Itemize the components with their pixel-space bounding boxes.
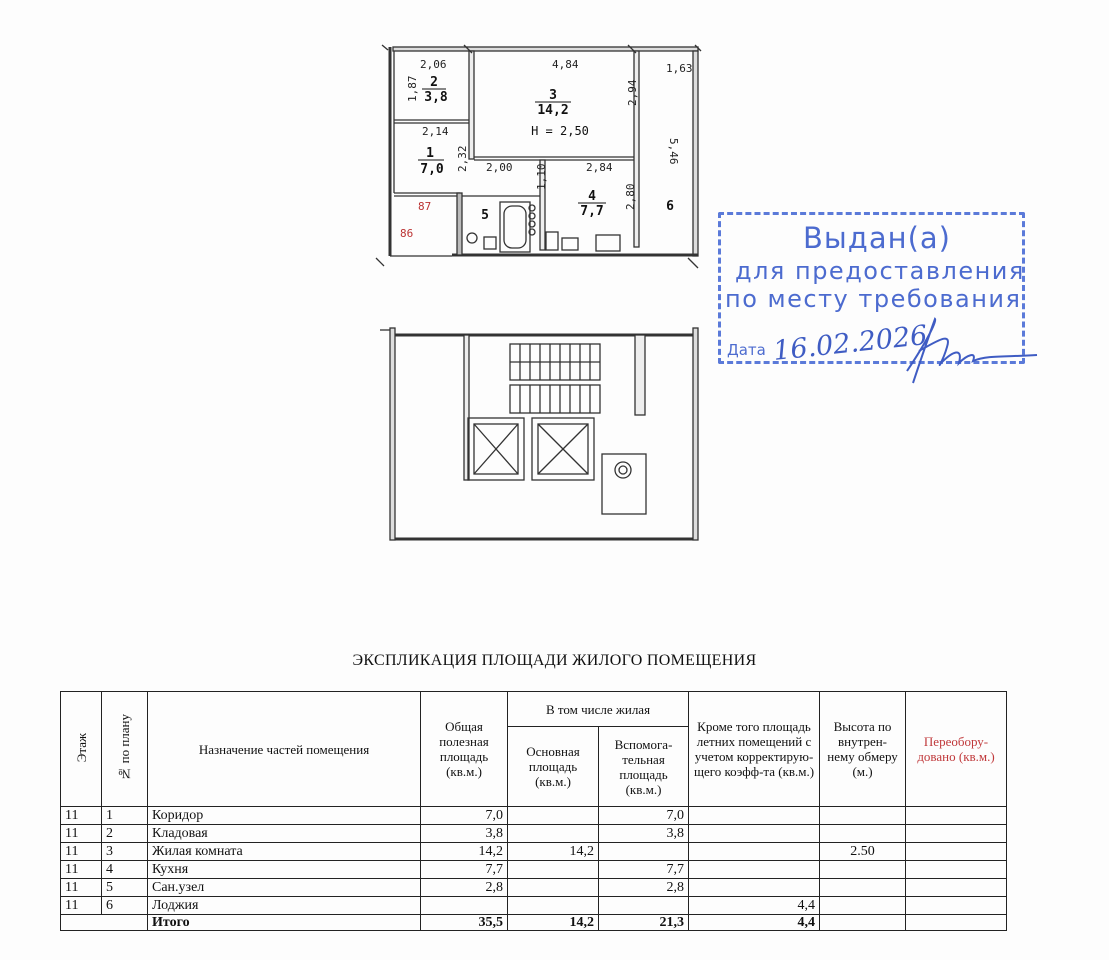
- totals-row: [61, 915, 1007, 931]
- cell-height: [820, 825, 906, 843]
- cell-floor: 11: [61, 879, 102, 897]
- cell-summer: [689, 861, 820, 879]
- cell-plan-no: 4: [102, 861, 148, 879]
- room-1-area: 7,0: [420, 162, 444, 177]
- cell-aux: 2,8: [599, 879, 689, 897]
- cell-main: 14,2: [508, 843, 599, 861]
- cell-plan-no: 5: [102, 879, 148, 897]
- cell-plan-no: 6: [102, 897, 148, 915]
- dim-187: 1,87: [406, 75, 419, 102]
- cell-height: [820, 879, 906, 897]
- cell-summer: [689, 825, 820, 843]
- cell-floor: 11: [61, 861, 102, 879]
- cell-total: 2,8: [421, 879, 508, 897]
- stamp-line-purpose: для предоставления: [735, 257, 1025, 285]
- header-main: Основная площадь (кв.м.): [508, 727, 599, 807]
- stamp-line-place: по месту требования: [725, 285, 1022, 313]
- totals-total: 35,5: [421, 915, 508, 931]
- cell-aux: [599, 843, 689, 861]
- table-row: [61, 897, 1007, 915]
- dim-284: 2,84: [586, 161, 613, 174]
- header-floor: Этаж: [61, 692, 102, 807]
- room-1-number: 1: [426, 146, 434, 161]
- cell-main: [508, 879, 599, 897]
- stamp-date-value: 16.02.2026: [771, 320, 929, 367]
- room-5-number: 5: [481, 208, 489, 223]
- header-height: Высота по внутрен- нему обмеру (м.): [820, 692, 906, 807]
- totals-main: 14,2: [508, 915, 599, 931]
- cell-total: 7,7: [421, 861, 508, 879]
- header-reequipped: Переобору- довано (кв.м.): [906, 692, 1007, 807]
- dim-206: 2,06: [420, 58, 447, 71]
- cell-reequipped: [906, 897, 1007, 915]
- cell-total: 3,8: [421, 825, 508, 843]
- cell-total: 7,0: [421, 807, 508, 825]
- cell-main: [508, 897, 599, 915]
- table-row: [61, 879, 1007, 897]
- cell-reequipped: [906, 843, 1007, 861]
- cell-total: 14,2: [421, 843, 508, 861]
- cell-height: [820, 897, 906, 915]
- totals-aux: 21,3: [599, 915, 689, 931]
- table-row: [61, 807, 1007, 825]
- table-row: [61, 825, 1007, 843]
- header-summer: Кроме того площадь летних помещений с учетом корректирую- щего коэфф-та (кв.м.): [689, 692, 820, 807]
- cell-main: [508, 807, 599, 825]
- stamp-date-label: Дата: [727, 341, 766, 359]
- explication-table: [60, 691, 1007, 931]
- cell-reequipped: [906, 807, 1007, 825]
- dim-110: 1,10: [535, 163, 548, 190]
- issued-stamp: [718, 212, 1025, 367]
- cell-name: Кладовая: [148, 825, 421, 843]
- cell-reequipped: [906, 861, 1007, 879]
- dim-546: 5,46: [667, 138, 680, 165]
- cell-summer: [689, 843, 820, 861]
- header-incl-living: В том числе жилая: [508, 692, 689, 727]
- signature: [897, 311, 1047, 391]
- cell-aux: 7,7: [599, 861, 689, 879]
- header-total: Общая полезная площадь (кв.м.): [421, 692, 508, 807]
- header-plan-no: № по плану: [102, 692, 148, 807]
- cell-main: [508, 861, 599, 879]
- room-2-area: 3,8: [424, 90, 448, 105]
- cell-plan-no: 3: [102, 843, 148, 861]
- dim-294: 2,94: [626, 79, 639, 106]
- cell-plan-no: 2: [102, 825, 148, 843]
- cell-aux: 7,0: [599, 807, 689, 825]
- cell-name: Жилая комната: [148, 843, 421, 861]
- header-purpose: Назначение частей помещения: [148, 692, 421, 807]
- header-aux: Вспомога- тельная площадь (кв.м.): [599, 727, 689, 807]
- totals-label: Итого: [148, 915, 421, 931]
- cell-total: [421, 897, 508, 915]
- cell-reequipped: [906, 879, 1007, 897]
- table-row: [61, 861, 1007, 879]
- dim-163: 1,63: [666, 62, 693, 75]
- cell-name: Лоджия: [148, 897, 421, 915]
- room-3-area: 14,2: [537, 103, 569, 118]
- cell-height: [820, 861, 906, 879]
- table-row: [61, 843, 1007, 861]
- table-title: ЭКСПЛИКАЦИЯ ПЛОЩАДИ ЖИЛОГО ПОМЕЩЕНИЯ: [352, 652, 757, 669]
- dim-232: 2,32: [456, 145, 469, 172]
- cell-floor: 11: [61, 897, 102, 915]
- cell-aux: 3,8: [599, 825, 689, 843]
- room-4-area: 7,7: [580, 204, 604, 219]
- cell-main: [508, 825, 599, 843]
- room-6-number: 6: [666, 199, 674, 214]
- dim-87: 87: [418, 200, 432, 213]
- cell-summer: 4,4: [689, 897, 820, 915]
- cell-floor: 11: [61, 825, 102, 843]
- cell-summer: [689, 807, 820, 825]
- cell-plan-no: 1: [102, 807, 148, 825]
- dim-280: 2,80: [624, 183, 637, 210]
- cell-name: Коридор: [148, 807, 421, 825]
- cell-summer: [689, 879, 820, 897]
- dim-200: 2,00: [486, 161, 513, 174]
- cell-floor: 11: [61, 807, 102, 825]
- cell-name: Кухня: [148, 861, 421, 879]
- cell-height: [820, 807, 906, 825]
- room-3-number: 3: [549, 88, 557, 103]
- cell-height: 2.50: [820, 843, 906, 861]
- dim-86: 86: [400, 227, 414, 240]
- stamp-line-issued: Выдан(а): [803, 221, 951, 255]
- cell-name: Сан.узел: [148, 879, 421, 897]
- floor-plan: [360, 30, 720, 575]
- cell-reequipped: [906, 825, 1007, 843]
- room-4-number: 4: [588, 189, 596, 204]
- cell-aux: [599, 897, 689, 915]
- room-2-number: 2: [430, 75, 438, 90]
- cell-floor: 11: [61, 843, 102, 861]
- room-3-height: H = 2,50: [531, 124, 589, 138]
- totals-summer: 4,4: [689, 915, 820, 931]
- dim-484: 4,84: [552, 58, 579, 71]
- dim-214: 2,14: [422, 125, 449, 138]
